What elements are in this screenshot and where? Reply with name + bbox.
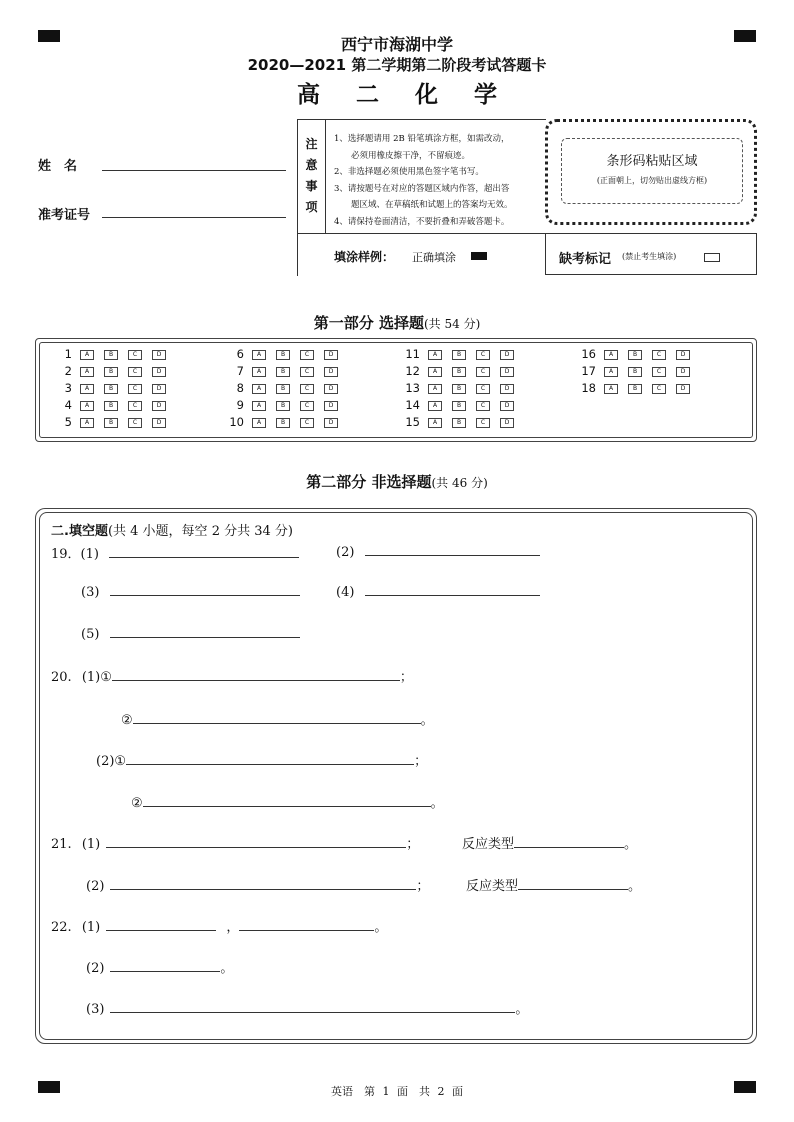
mc-option-box[interactable]: A	[604, 367, 618, 377]
mc-option-box[interactable]: D	[152, 401, 166, 411]
barcode-area	[545, 119, 757, 225]
mc-question-number: 12	[405, 364, 420, 378]
notice-item: 题区域、在草稿纸和试题上的答案均无效。	[334, 200, 513, 210]
school-name: 西宁市海湖中学	[340, 35, 453, 54]
mc-option-box[interactable]: B	[452, 401, 466, 411]
mc-question	[222, 414, 348, 430]
q19-part5	[81, 625, 300, 642]
mc-option-box[interactable]: B	[276, 401, 290, 411]
answer-area	[35, 508, 757, 1044]
part1-title: 第一部分 选择题	[313, 314, 424, 332]
mc-option-box[interactable]: C	[652, 367, 666, 377]
q20-part1-line2	[121, 709, 434, 728]
mc-option-box[interactable]: B	[104, 418, 118, 428]
q21-answer-1[interactable]	[106, 835, 406, 848]
q20-part2-line2	[131, 792, 444, 811]
mc-question	[222, 346, 348, 362]
mc-question-number: 5	[64, 415, 72, 429]
mc-option-box[interactable]: D	[152, 384, 166, 394]
q19-answer-2[interactable]	[365, 543, 540, 556]
mc-option-box[interactable]: B	[104, 367, 118, 377]
absent-label: 缺考标记	[559, 252, 612, 267]
fill-sample-label: 填涂样例：	[334, 250, 395, 264]
mc-option-box[interactable]: A	[252, 367, 266, 377]
absent-mark-panel	[545, 233, 757, 275]
mc-option-box[interactable]: C	[128, 418, 142, 428]
mc-option-box[interactable]: C	[476, 418, 490, 428]
mc-question-number: 14	[405, 398, 420, 412]
mc-option-box[interactable]: A	[604, 384, 618, 394]
q22-number: 22.	[51, 920, 72, 935]
q19-part2	[336, 543, 540, 560]
absent-checkbox[interactable]	[704, 253, 720, 262]
section-head-detail: (共 4 小题，每空 2 分共 34 分)	[107, 524, 293, 539]
mc-option-box[interactable]: A	[428, 350, 442, 360]
reaction-type-label: 反应类型	[462, 837, 515, 852]
q22-p1-label: (1)	[81, 920, 101, 935]
q20-p2-label: (2)	[96, 754, 115, 769]
mc-option-box[interactable]: D	[324, 418, 338, 428]
q22-part1	[51, 916, 387, 935]
mc-option-box[interactable]: A	[252, 418, 266, 428]
mc-question-number: 7	[236, 364, 244, 378]
q19-p1-label: (1)	[80, 547, 99, 562]
q21-semicolon: ；	[406, 837, 420, 852]
q19-p4-label: (4)	[336, 585, 355, 600]
q19-answer-3[interactable]	[110, 583, 300, 596]
q19-p5-label: (5)	[81, 627, 100, 642]
mc-option-box[interactable]: D	[152, 418, 166, 428]
absent-note: (禁止考生填涂)	[622, 252, 677, 261]
mc-option-box[interactable]: D	[152, 350, 166, 360]
mc-option-box[interactable]: D	[676, 384, 690, 394]
mc-option-box[interactable]: B	[452, 418, 466, 428]
q21-type-answer-1[interactable]	[514, 835, 624, 848]
fill-blank-section-head	[51, 520, 293, 539]
mc-option-box[interactable]: C	[652, 384, 666, 394]
barcode-inner-frame	[561, 138, 743, 204]
notice-heading-char: 注	[305, 137, 318, 151]
mc-option-box[interactable]: C	[128, 350, 142, 360]
q22-p3-label: (3)	[86, 1002, 105, 1017]
exam-id-label: 准考证号	[38, 208, 91, 223]
mc-question-number: 3	[64, 381, 72, 395]
q22-p2-label: (2)	[86, 961, 105, 976]
q22-answer-3[interactable]	[110, 1000, 515, 1013]
q20-answer-2-1[interactable]	[126, 752, 414, 765]
mc-option-box[interactable]: A	[80, 418, 94, 428]
q20-part1-line1	[51, 666, 413, 685]
mc-question	[398, 363, 524, 379]
q19-answer-4[interactable]	[365, 583, 540, 596]
mc-option-box[interactable]: C	[300, 350, 314, 360]
q20-semicolon: ；	[414, 754, 428, 769]
mc-question	[398, 380, 524, 396]
q21-p1-label: (1)	[81, 837, 101, 852]
mc-option-box[interactable]: D	[324, 367, 338, 377]
mc-option-box[interactable]: D	[152, 367, 166, 377]
mc-option-box[interactable]: C	[300, 418, 314, 428]
mc-option-box[interactable]: D	[500, 384, 514, 394]
mc-option-box[interactable]: C	[128, 384, 142, 394]
q22-comma: ，	[226, 920, 240, 935]
notice-heading-char: 事	[305, 179, 318, 193]
mc-option-box[interactable]: B	[104, 350, 118, 360]
mc-question-number: 9	[236, 398, 244, 412]
mc-option-box[interactable]: A	[428, 418, 442, 428]
q22-part2	[86, 957, 233, 976]
mc-option-box[interactable]: C	[128, 367, 142, 377]
mc-option-box[interactable]: B	[276, 367, 290, 377]
q20-p1-label: (1)	[81, 670, 101, 685]
mc-question	[574, 346, 700, 362]
q22-answer-2[interactable]	[110, 959, 220, 972]
notice-panel	[297, 119, 546, 234]
mc-option-box[interactable]: D	[500, 418, 514, 428]
mc-question	[222, 397, 348, 413]
part2-title: 第二部分 非选择题	[306, 473, 432, 491]
q19-number: 19．	[51, 547, 81, 562]
mc-option-box[interactable]: C	[652, 350, 666, 360]
mc-option-box[interactable]: A	[252, 384, 266, 394]
q20-answer-2-2[interactable]	[143, 794, 431, 807]
q20-period: 。	[430, 796, 444, 811]
mc-question	[574, 380, 700, 396]
q21-p2-label: (2)	[86, 879, 105, 894]
mc-question-number: 17	[581, 364, 596, 378]
mc-question-number: 13	[405, 381, 420, 395]
q19-p3-label: (3)	[81, 585, 100, 600]
mc-option-box[interactable]: C	[476, 367, 490, 377]
mc-question	[398, 346, 524, 362]
barcode-title: 条形码粘贴区域	[606, 154, 698, 169]
barcode-note: (正面朝上，切勿贴出虚线方框)	[596, 176, 708, 185]
q20-part2-line1	[96, 750, 427, 769]
notice-heading	[298, 120, 326, 233]
mc-question-number: 2	[64, 364, 72, 378]
mc-question-number: 18	[581, 381, 596, 395]
notice-heading-char: 意	[305, 158, 318, 172]
q21-part2	[86, 875, 429, 894]
q21-semicolon: ；	[416, 879, 430, 894]
reaction-type-label: 反应类型	[466, 879, 519, 894]
exam-id-field[interactable]	[102, 217, 286, 218]
mc-question	[222, 363, 348, 379]
q22-period: 。	[515, 1002, 529, 1017]
mc-option-box[interactable]: B	[628, 384, 642, 394]
mc-option-box[interactable]: B	[628, 350, 642, 360]
q20-answer-1-1[interactable]	[112, 668, 400, 681]
mc-question	[398, 414, 524, 430]
notice-item: 3、请按题号在对应的答题区域内作答，超出答	[334, 183, 510, 194]
q19-part4	[336, 583, 540, 600]
q20-answer-1-2[interactable]	[133, 711, 421, 724]
mc-option-box[interactable]: A	[252, 401, 266, 411]
q22-part3	[86, 998, 528, 1017]
mc-option-box[interactable]: A	[428, 401, 442, 411]
mc-question	[222, 380, 348, 396]
q21-number: 21.	[51, 837, 72, 852]
mc-option-box[interactable]: B	[628, 367, 642, 377]
notice-item: 4、请保持卷面清洁，不要折叠和弄破答题卡。	[334, 216, 510, 227]
mc-option-box[interactable]: B	[276, 418, 290, 428]
filled-box-sample-icon	[471, 252, 487, 260]
mc-option-box[interactable]: B	[104, 401, 118, 411]
mc-option-box[interactable]: B	[452, 350, 466, 360]
fill-sample-panel	[297, 233, 546, 276]
mc-option-box[interactable]: B	[276, 384, 290, 394]
q21-answer-2[interactable]	[110, 877, 416, 890]
section-head-bold: 二.填空题	[51, 524, 108, 539]
mc-question-number: 11	[405, 347, 420, 361]
q19-answer-5[interactable]	[110, 625, 300, 638]
mc-option-box[interactable]: D	[500, 350, 514, 360]
part1-heading	[0, 312, 794, 333]
mc-question-number: 15	[405, 415, 420, 429]
mc-option-box[interactable]: D	[324, 401, 338, 411]
mc-option-box[interactable]: C	[476, 401, 490, 411]
mc-option-box[interactable]: D	[324, 384, 338, 394]
mc-option-box[interactable]: D	[500, 401, 514, 411]
mc-option-box[interactable]: B	[276, 350, 290, 360]
mc-question-number: 10	[229, 415, 244, 429]
q20-circle-1: ①	[114, 754, 127, 769]
notice-item: 1、选择题请用 2B 铅笔填涂方框，如需改动，	[334, 134, 510, 144]
exam-title: 2020—2021 第二学期第二阶段考试答题卡	[247, 56, 547, 74]
q20-circle-2: ②	[131, 796, 143, 811]
q22-answer-1a[interactable]	[106, 918, 216, 931]
q20-circle-2: ②	[121, 713, 133, 728]
q20-number: 20.	[51, 670, 72, 685]
mc-question	[50, 363, 176, 379]
part2-heading	[0, 471, 794, 492]
mc-option-box[interactable]: A	[428, 367, 442, 377]
mc-option-box[interactable]: A	[80, 367, 94, 377]
q20-period: 。	[420, 713, 434, 728]
mc-option-box[interactable]: D	[324, 350, 338, 360]
page-footer: 英语 第 1 面 共 2 面	[331, 1085, 463, 1098]
q22-period: 。	[374, 920, 388, 935]
notice-item: 必须用橡皮擦干净，不留痕迹。	[334, 150, 471, 161]
fill-sample-correct: 正确填涂	[412, 251, 456, 264]
mc-question	[50, 397, 176, 413]
notice-heading-char: 项	[305, 200, 318, 214]
part1-score: (共 54 分)	[423, 317, 481, 331]
subject-title: 高 二 化 学	[296, 82, 512, 108]
mc-option-box[interactable]: A	[604, 350, 618, 360]
notice-item: 2、非选择题必须使用黑色签字笔书写。	[334, 167, 484, 177]
q21-part1-type	[462, 833, 637, 852]
mc-option-box[interactable]: C	[476, 350, 490, 360]
q19-part3	[81, 583, 300, 600]
notice-list	[334, 131, 542, 230]
mc-question-number: 6	[236, 347, 244, 361]
name-field[interactable]	[102, 170, 286, 171]
mc-question-number: 8	[236, 381, 244, 395]
mc-option-box[interactable]: C	[300, 367, 314, 377]
mc-option-box[interactable]: B	[452, 367, 466, 377]
mc-option-box[interactable]: B	[452, 384, 466, 394]
mc-question	[50, 380, 176, 396]
mc-question	[574, 363, 700, 379]
mc-question-number: 1	[64, 347, 72, 361]
mc-question	[50, 346, 176, 362]
q21-part1	[51, 833, 419, 852]
mc-option-box[interactable]: C	[476, 384, 490, 394]
mc-option-box[interactable]: C	[300, 384, 314, 394]
q21-type-answer-2[interactable]	[518, 877, 628, 890]
mc-option-box[interactable]: D	[676, 350, 690, 360]
mc-option-box[interactable]: A	[428, 384, 442, 394]
q21-period: 。	[628, 879, 642, 894]
mc-option-box[interactable]: D	[500, 367, 514, 377]
q19-p2-label: (2)	[336, 545, 355, 560]
q20-semicolon: ；	[399, 670, 413, 685]
q22-answer-1b[interactable]	[239, 918, 374, 931]
mc-option-box[interactable]: C	[300, 401, 314, 411]
mc-option-box[interactable]: B	[104, 384, 118, 394]
mc-option-box[interactable]: A	[80, 401, 94, 411]
q20-circle-1: ①	[100, 670, 112, 685]
mc-question-number: 4	[64, 398, 72, 412]
mc-option-box[interactable]: D	[676, 367, 690, 377]
q22-period: 。	[220, 961, 234, 976]
q19-part1	[51, 543, 299, 562]
mc-question-number: 16	[581, 347, 596, 361]
mc-option-box[interactable]: A	[252, 350, 266, 360]
q21-period: 。	[624, 837, 638, 852]
mc-option-box[interactable]: A	[80, 384, 94, 394]
name-label: 姓 名	[38, 159, 78, 174]
mc-option-box[interactable]: A	[80, 350, 94, 360]
mc-question	[50, 414, 176, 430]
multiple-choice-grid	[35, 338, 757, 442]
q19-answer-1[interactable]	[109, 545, 299, 558]
q21-part2-type	[466, 875, 641, 894]
part2-score: (共 46 分)	[431, 476, 488, 490]
mc-question	[398, 397, 524, 413]
mc-option-box[interactable]: C	[128, 401, 142, 411]
